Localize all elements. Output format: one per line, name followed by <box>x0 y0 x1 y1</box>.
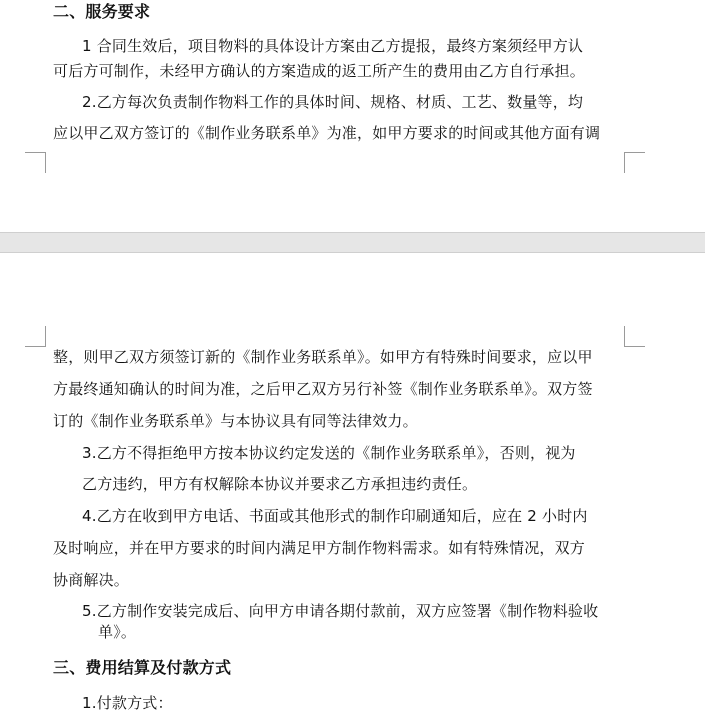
paragraph-line: 整，则甲乙双方须签订新的《制作业务联系单》。如甲方有特殊时间要求，应以甲 <box>53 348 593 366</box>
paragraph-line: 订的《制作业务联系单》与本协议具有同等法律效力。 <box>53 412 418 430</box>
document-page-bottom <box>0 253 705 720</box>
section-heading-service-requirements: 二、服务要求 <box>53 2 151 21</box>
page-break-separator <box>0 232 705 253</box>
list-item: 1.付款方式： <box>82 694 173 712</box>
paragraph-line: 及时响应，并在甲方要求的时间内满足甲方制作物料需求。如有特殊情况，双方 <box>53 539 586 557</box>
paragraph-line: 乙方违约，甲方有权解除本协议并要求乙方承担违约责任。 <box>82 475 478 493</box>
page-margin-corner-top-right <box>624 326 645 347</box>
paragraph-line: 1 合同生效后，项目物料的具体设计方案由乙方提报，最终方案须经甲方认 <box>82 37 584 55</box>
paragraph-line: 应以甲乙双方签订的《制作业务联系单》为准，如甲方要求的时间或其他方面有调 <box>53 124 601 142</box>
section-heading-payment: 三、费用结算及付款方式 <box>53 658 232 677</box>
paragraph-line: 协商解决。 <box>53 571 130 589</box>
paragraph-line: 5.乙方制作安装完成后、向甲方申请各期付款前，双方应签署《制作物料验收 <box>82 602 599 620</box>
paragraph-line: 可后方可制作，未经甲方确认的方案造成的返工所产生的费用由乙方自行承担。 <box>53 62 586 80</box>
paragraph-line: 4.乙方在收到甲方电话、书面或其他形式的制作印刷通知后，应在 2 小时内 <box>82 507 588 525</box>
page-margin-corner-top-left <box>25 326 46 347</box>
paragraph-line: 单》。 <box>98 623 137 641</box>
document-page-top <box>0 0 705 232</box>
page-margin-corner-bottom-right <box>624 152 645 173</box>
paragraph-line: 2.乙方每次负责制作物料工作的具体时间、规格、材质、工艺、数量等，均 <box>82 93 584 111</box>
paragraph-line: 3.乙方不得拒绝甲方按本协议约定发送的《制作业务联系单》，否则，视为 <box>82 444 576 462</box>
page-margin-corner-bottom-left <box>25 152 46 173</box>
paragraph-line: 方最终通知确认的时间为准，之后甲乙双方另行补签《制作业务联系单》。双方签 <box>53 380 593 398</box>
